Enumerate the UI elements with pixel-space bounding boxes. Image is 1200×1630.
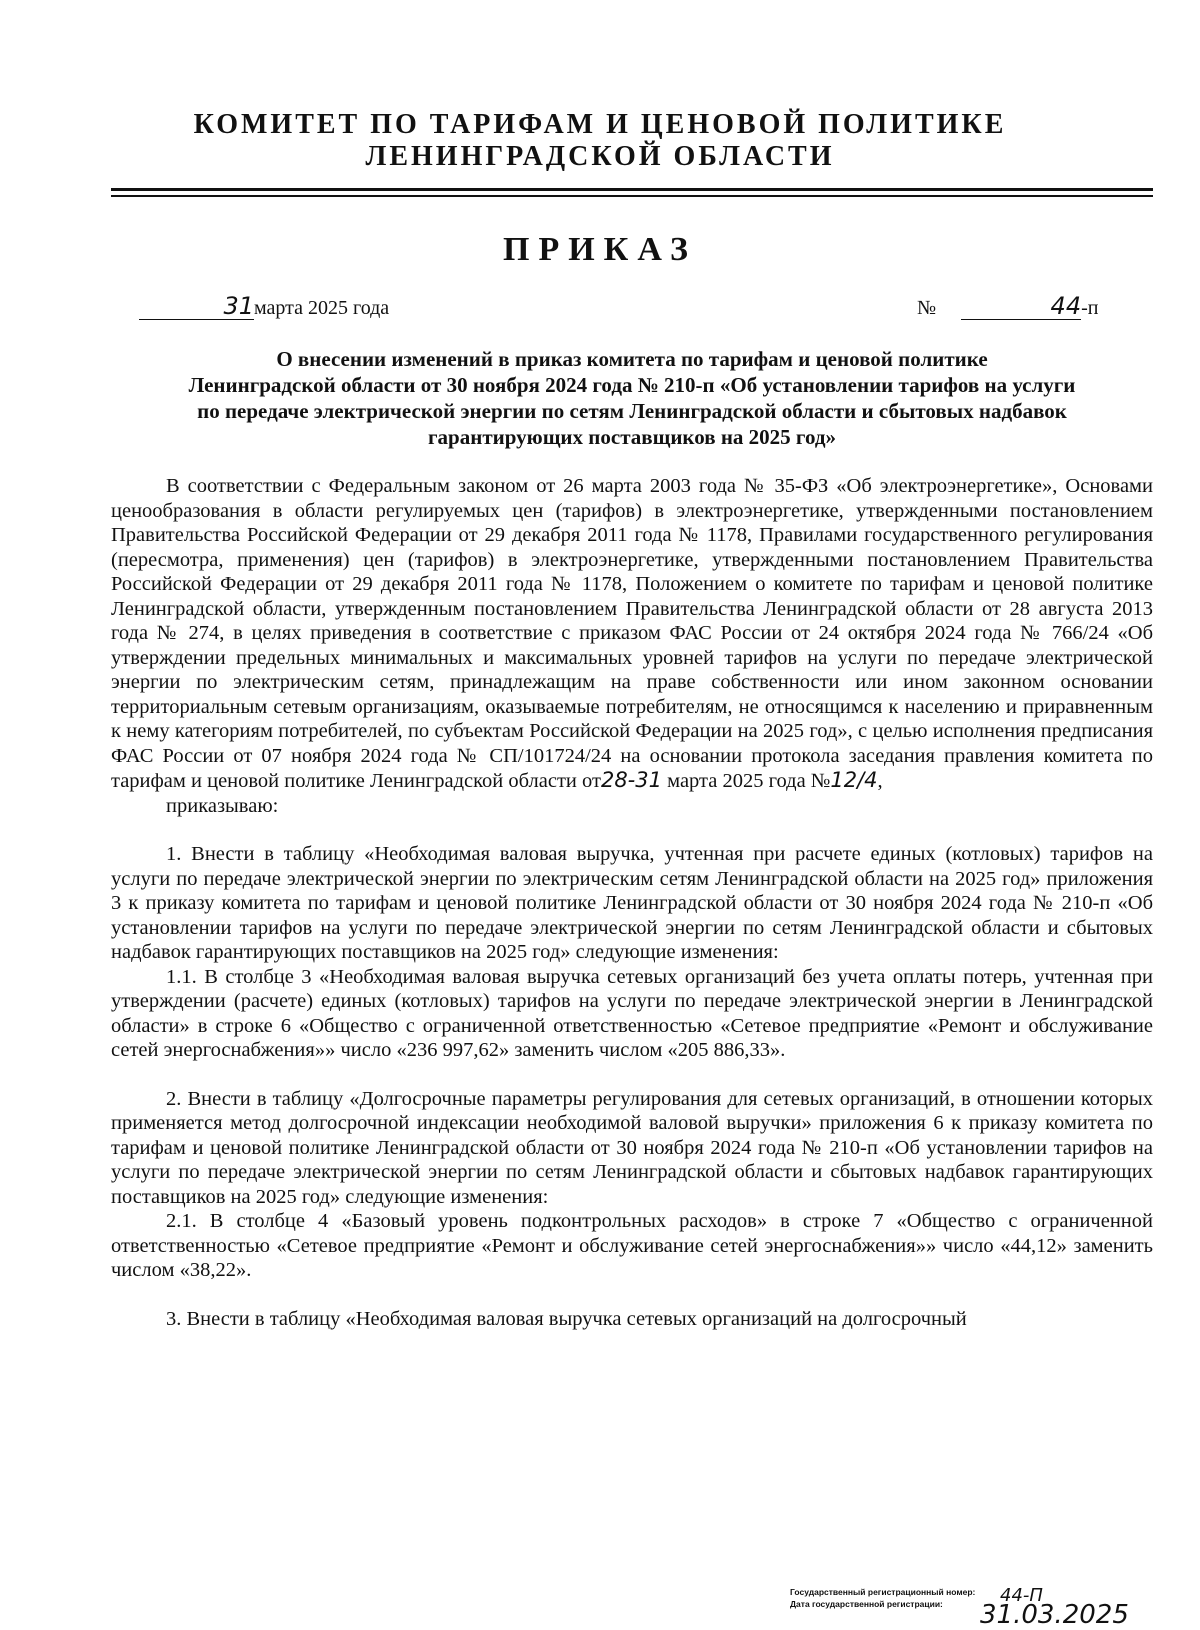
organization-name-line-1: КОМИТЕТ ПО ТАРИФАМ И ЦЕНОВОЙ ПОЛИТИКЕ	[193, 109, 1007, 140]
document-type-title: ПРИКАЗ	[503, 231, 697, 268]
heading-line: гарантирующих поставщиков на 2025 год»	[428, 425, 836, 449]
header-rule-thin	[111, 195, 1153, 197]
protocol-date-handwritten: 28-31	[600, 768, 662, 792]
item-2-paragraph: 2. Внести в таблицу «Долгосрочные параметры регулирования для сетевых организаций, в отношении которых применяется метод долгосрочной индексации необходимой валовой выручки» приложения 6 к приказу комитета по тарифам и ценовой политике Ленинградской области от 30 ноября 2024 года № 210-п «Об установлении тарифов на услуги по передаче электрической энергии по сетям Ленинградской области и сбытовых надбавок гарантирующих поставщиков на 2025 год» следующие изменения:	[111, 1087, 1153, 1208]
preamble-text: В соответствии с Федеральным законом от 26 марта 2003 года № 35-ФЗ «Об электроэнергетике», Основами ценообразования в области регулируемых цен (тарифов) в электроэнергетике, утвержденными постановлением Правительства Российской Федерации от 29 декабря 2011 года № 1178, Правилами государственного регулирования (пересмотра, применения) цен (тарифов) в электроэнергетике, утвержденными постановлением Правительства Российской Федерации от 29 декабря 2011 года № 1178, Положением о комитете по тарифам и ценовой политике Ленинградской области, утвержденным постановлением Правительства Ленинградской области от 28 августа 2013 года № 274, в целях приведения в соответствие с приказом ФАС России от 24 октября 2024 года № 766/24 «Об утверждении предельных минимальных и максимальных уровней тарифов на услуги по передаче электрической энергии по электрическим сетям, принадлежащим на праве собственности или ином законном основании территориальным сетевым организациям, оказываемые потребителям, не относящимся к населению и приравненным к нему категориям потребителей, по субъектам Российской Федерации на 2025 год», с целью исполнения предписания ФАС России от 07 ноября 2024 года № СП/101724/24 на основании протокола заседания правления комитета по тарифам и ценовой политике Ленинградской области от	[111, 475, 1153, 792]
order-number-label: №	[917, 297, 937, 319]
organization-name-line-2: ЛЕНИНГРАДСКОЙ ОБЛАСТИ	[365, 141, 835, 172]
registration-number-label: Государственный регистрационный номер:	[790, 1587, 976, 1597]
order-word: приказываю:	[166, 794, 279, 817]
heading-line: Ленинградской области от 30 ноября 2024 года № 210-п «Об установлении тарифов на услуги	[188, 373, 1076, 397]
order-number-suffix: -п	[1081, 297, 1099, 319]
preamble-paragraph	[111, 474, 1153, 794]
header-rule-thick	[111, 188, 1153, 191]
document-heading	[111, 346, 1153, 450]
document-body	[111, 474, 1153, 1331]
registration-date-label: Дата государственной регистрации:	[790, 1599, 943, 1609]
registration-stamp	[790, 1586, 975, 1610]
item-2-1-paragraph: 2.1. В столбце 4 «Базовый уровень подконтрольных расходов» в строке 7 «Общество с ограниченной ответственностью «Сетевое предприятие «Ремонт и обслуживание сетей энергоснабжения»» число «44,12» заменить числом «38,22».	[111, 1210, 1153, 1281]
order-number-handwritten: 44	[961, 293, 1081, 320]
preamble-text-mid: марта 2025 года №	[661, 770, 831, 792]
preamble-text-end: ,	[877, 770, 883, 792]
item-3-paragraph: 3. Внести в таблицу «Необходимая валовая выручка сетевых организаций на долгосрочный	[166, 1307, 967, 1330]
item-1-1-paragraph: 1.1. В столбце 3 «Необходимая валовая выручка сетевых организаций без учета оплаты потерь, учтенная при утверждении (расчете) единых (котловых) тарифов на услуги по передаче электрической энергии в Ленинградской области» в строке 6 «Общество с ограниченной ответственностью «Сетевое предприятие «Ремонт и обслуживание сетей энергоснабжения»» число «236 997,62» заменить числом «205 886,33».	[111, 965, 1153, 1061]
registration-number-handwritten: 44-П	[1000, 1585, 1043, 1606]
heading-line: О внесении изменений в приказ комитета по тарифам и ценовой политике	[276, 347, 988, 371]
order-number	[917, 293, 1098, 322]
protocol-number-handwritten: 12/4	[830, 768, 878, 792]
item-1-paragraph: 1. Внести в таблицу «Необходимая валовая выручка, учтенная при расчете единых (котловых) тарифов на услуги по передаче электрической энергии по электрическим сетям Ленинградской области на 2025 год» приложения 3 к приказу комитета по тарифам и ценовой политике Ленинградской области от 30 ноября 2024 года № 210-п «Об установлении тарифов на услуги по передаче электрической энергии по сетям Ленинградской области и сбытовых надбавок гарантирующих поставщиков на 2025 год» следующие изменения:	[111, 843, 1153, 963]
order-date	[139, 293, 389, 322]
heading-line: по передаче электрической энергии по сетям Ленинградской области и сбытовых надбавок	[197, 399, 1067, 423]
order-date-text: марта 2025 года	[254, 297, 390, 319]
registration-date-handwritten: 31.03.2025	[980, 1600, 1129, 1630]
order-day-handwritten: 31	[139, 293, 254, 320]
